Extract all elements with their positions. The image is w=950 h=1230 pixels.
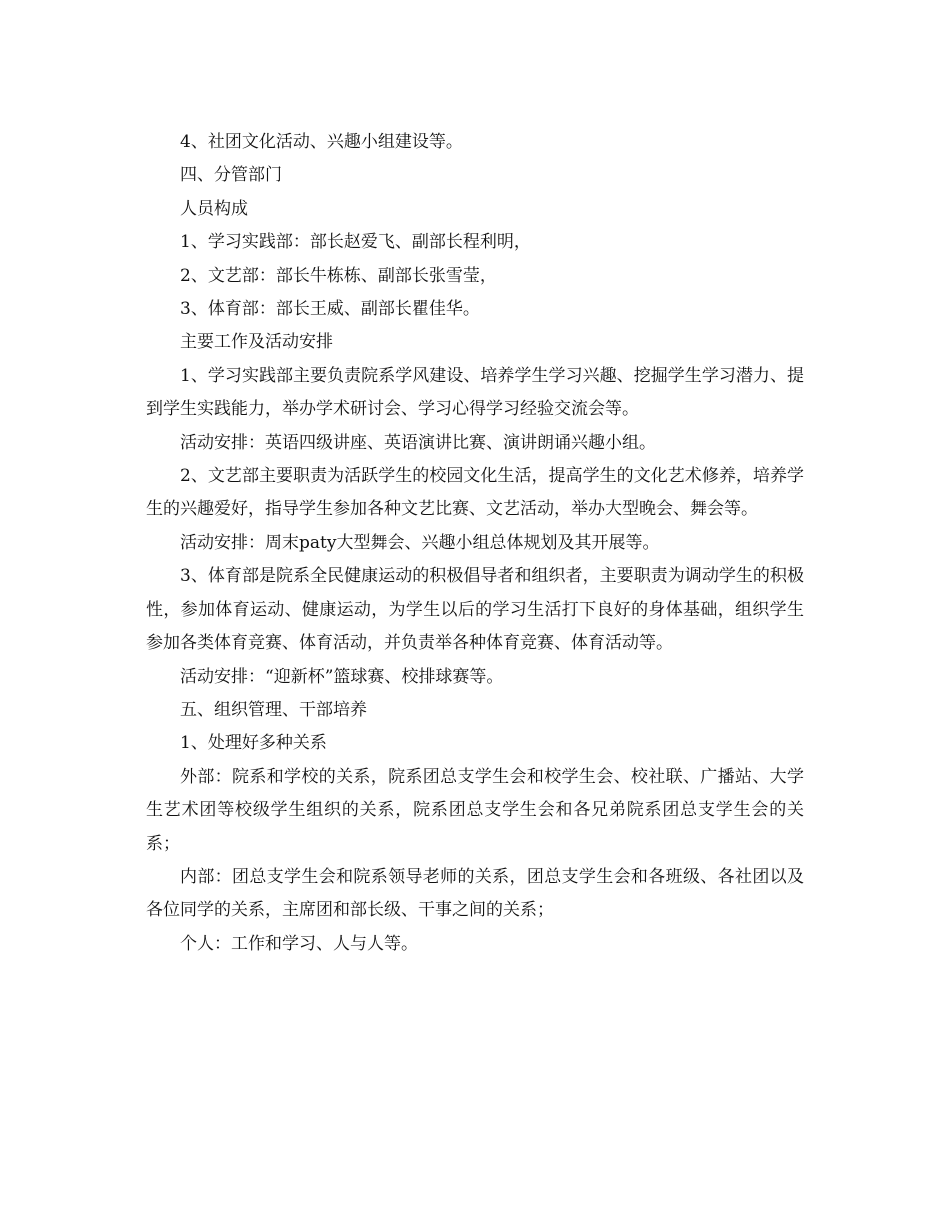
paragraph-sports-dept-duties: 3、体育部是院系全民健康运动的积极倡导者和组织者，主要职责为调动学生的积极性，参加体育运动、健康运动，为学生以后的学习生活打下良好的身体基础，组织学生参加各类体育竞赛、体育活动，并负责举各种体育竞赛、体育活动等。 <box>146 566 804 654</box>
heading-staffing: 人员构成 <box>180 198 248 219</box>
paragraph-external-relations: 外部：院系和学校的关系，院系团总支学生会和校学生会、校社联、广播站、大学生艺术团等校级学生组织的关系，院系团总支学生会和各兄弟院系团总支学生会的关系； <box>146 766 804 854</box>
paragraph-arts-dept-activities: 活动安排：周末paty大型舞会、兴趣小组总体规划及其开展等。 <box>180 532 660 553</box>
paragraph-study-dept-activities: 活动安排：英语四级讲座、英语演讲比赛、演讲朗诵兴趣小组。 <box>180 432 656 453</box>
paragraph-sports-dept-activities: 活动安排：“迎新杯”篮球赛、校排球赛等。 <box>180 666 504 687</box>
paragraph-club-activities: 4、社团文化活动、兴趣小组建设等。 <box>180 132 463 152</box>
paragraph-sports-dept-staff: 3、体育部：部长王威、副部长瞿佳华。 <box>180 299 480 320</box>
heading-management: 五、组织管理、干部培养 <box>180 699 367 720</box>
paragraph-personal-relations: 个人：工作和学习、人与人等。 <box>180 933 418 954</box>
heading-relationships: 1、处理好多种关系 <box>180 733 327 754</box>
paragraph-arts-dept-duties: 2、文艺部主要职责为活跃学生的校园文化生活，提高学生的文化艺术修养，培养学生的兴趣爱好，指导学生参加各种文艺比赛、文艺活动，举办大型晚会、舞会等。 <box>146 466 804 520</box>
paragraph-study-dept-staff: 1、学习实践部：部长赵爱飞、副部长程利明， <box>180 232 531 253</box>
paragraph-internal-relations: 内部：团总支学生会和院系领导老师的关系，团总支学生会和各班级、各社团以及各位同学的关系，主席团和部长级、干事之间的关系； <box>146 866 804 921</box>
paragraph-study-dept-duties: 1、学习实践部主要负责院系学风建设、培养学生学习兴趣、挖掘学生学习潜力、提到学生实践能力，举办学术研讨会、学习心得学习经验交流会等。 <box>146 365 804 420</box>
heading-departments: 四、分管部门 <box>180 165 282 186</box>
paragraph-arts-dept-staff: 2、文艺部：部长牛栋栋、副部长张雪莹， <box>180 265 497 286</box>
heading-main-work: 主要工作及活动安排 <box>180 332 333 353</box>
